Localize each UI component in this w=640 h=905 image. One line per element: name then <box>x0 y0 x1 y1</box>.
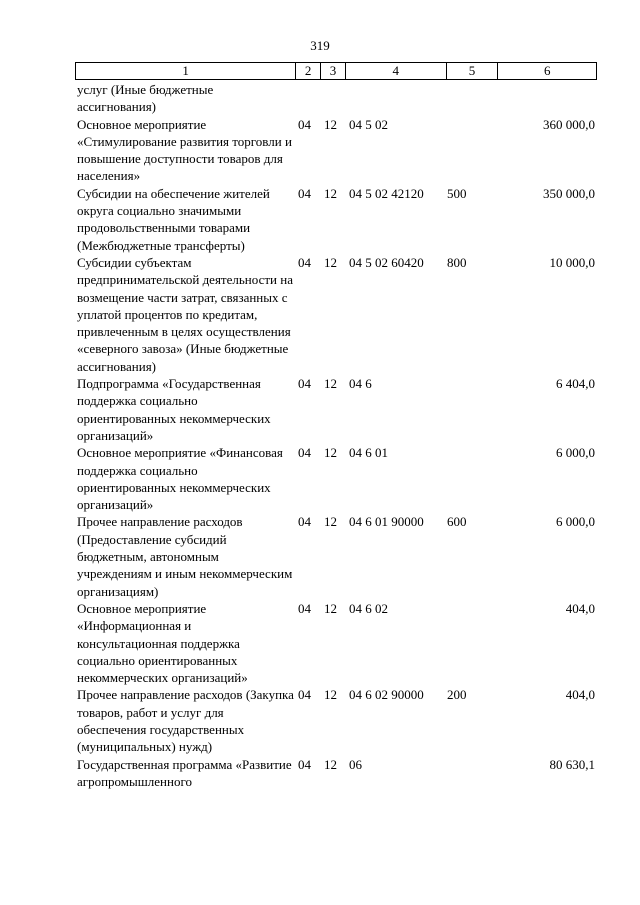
row-name: Прочее направление расходов (Предоставление субсидий бюджетным, автономным учреждениям и иным некоммерческим организациям) <box>77 514 293 599</box>
row-name: Основное мероприятие «Стимулирование развития торговли и повышение доступности товаров для населения» <box>77 116 292 184</box>
row-amount: 360 000,0 <box>543 116 595 132</box>
header-col-4: 4 <box>346 63 447 79</box>
row-section <box>296 81 321 116</box>
row-type <box>447 444 499 513</box>
row-type <box>447 600 499 686</box>
table-body <box>77 81 597 790</box>
row-subsection: 12 <box>324 600 337 616</box>
row-type: 500 <box>447 185 467 201</box>
row-target: 04 6 02 <box>349 600 388 616</box>
header-col-6: 6 <box>543 63 551 78</box>
table-row <box>77 600 597 686</box>
row-subsection: 12 <box>324 376 337 392</box>
row-name: Прочее направление расходов (Закупка товаров, работ и услуг для обеспечения государственных (муниципальных) нужд) <box>77 687 294 755</box>
row-section: 04 <box>298 445 311 461</box>
row-amount <box>499 81 597 116</box>
row-section: 04 <box>298 376 311 392</box>
row-subsection: 12 <box>324 185 337 201</box>
table-row <box>77 185 597 254</box>
table-row <box>77 81 597 116</box>
row-target: 04 6 01 90000 <box>349 514 424 530</box>
table-row <box>77 686 597 755</box>
row-target: 04 5 02 60420 <box>349 254 424 270</box>
row-target: 04 6 01 <box>349 445 388 461</box>
row-section: 04 <box>298 687 311 703</box>
row-amount: 404,0 <box>565 600 595 616</box>
header-col-1: 1 <box>76 63 296 79</box>
row-section: 04 <box>298 116 311 132</box>
row-target <box>346 81 447 116</box>
header-col-2: 2 <box>296 63 321 79</box>
table-row <box>77 116 597 185</box>
table-row <box>77 756 597 791</box>
row-section: 04 <box>298 254 311 270</box>
row-section: 04 <box>298 756 311 772</box>
row-subsection <box>321 81 346 116</box>
row-amount: 6 000,0 <box>556 445 595 461</box>
row-subsection: 12 <box>324 514 337 530</box>
row-type: 200 <box>447 687 467 703</box>
row-type <box>447 116 499 185</box>
row-subsection: 12 <box>324 116 337 132</box>
table-row <box>77 444 597 513</box>
row-type: 800 <box>447 254 467 270</box>
row-name: Государственная программа «Развитие агропромышленного <box>77 756 292 789</box>
row-section: 04 <box>298 514 311 530</box>
row-type: 600 <box>447 514 467 530</box>
row-target: 04 6 <box>349 376 372 392</box>
row-target: 04 5 02 <box>349 116 388 132</box>
row-name: Субсидии на обеспечение жителей округа социально значимыми продовольственными товарами (Межбюджетные трансферты) <box>77 185 270 253</box>
row-amount: 80 630,1 <box>549 756 595 772</box>
row-type <box>447 756 499 791</box>
table-row <box>77 254 597 375</box>
table-header <box>75 62 597 80</box>
row-section: 04 <box>298 600 311 616</box>
table-row <box>77 375 597 444</box>
header-col-5: 5 <box>447 63 499 79</box>
header-col-3: 3 <box>321 63 346 79</box>
row-subsection: 12 <box>324 687 337 703</box>
page-number: 319 <box>310 38 330 53</box>
row-amount: 404,0 <box>565 687 595 703</box>
row-subsection: 12 <box>324 445 337 461</box>
row-name: Основное мероприятие «Информационная и консультационная поддержка социально ориентированных некоммерческих организаций» <box>77 600 248 686</box>
row-amount: 350 000,0 <box>543 185 595 201</box>
row-amount: 6 000,0 <box>556 514 595 530</box>
row-subsection: 12 <box>324 254 337 270</box>
row-name: Подпрограмма «Государственная поддержка социально ориентированных некоммерческих организаций» <box>77 376 271 443</box>
row-amount: 6 404,0 <box>556 376 595 392</box>
row-subsection: 12 <box>324 756 337 772</box>
row-type <box>447 81 499 116</box>
row-section: 04 <box>298 185 311 201</box>
row-target: 04 5 02 42120 <box>349 185 424 201</box>
row-name: Субсидии субъектам предпринимательской деятельности на возмещение части затрат, связанных с уплатой процентов по кредитам, привлеченным в целях осуществления «северного завоза» (Иные бюджетные ассигнования) <box>77 254 293 374</box>
table-row <box>77 513 597 599</box>
row-target: 06 <box>349 756 362 772</box>
row-type <box>447 375 499 444</box>
row-name: услуг (Иные бюджетные ассигнования) <box>77 82 214 115</box>
row-amount: 10 000,0 <box>549 254 595 270</box>
row-name: Основное мероприятие «Финансовая поддержка социально ориентированных некоммерческих организаций» <box>77 445 283 513</box>
row-target: 04 6 02 90000 <box>349 687 424 703</box>
